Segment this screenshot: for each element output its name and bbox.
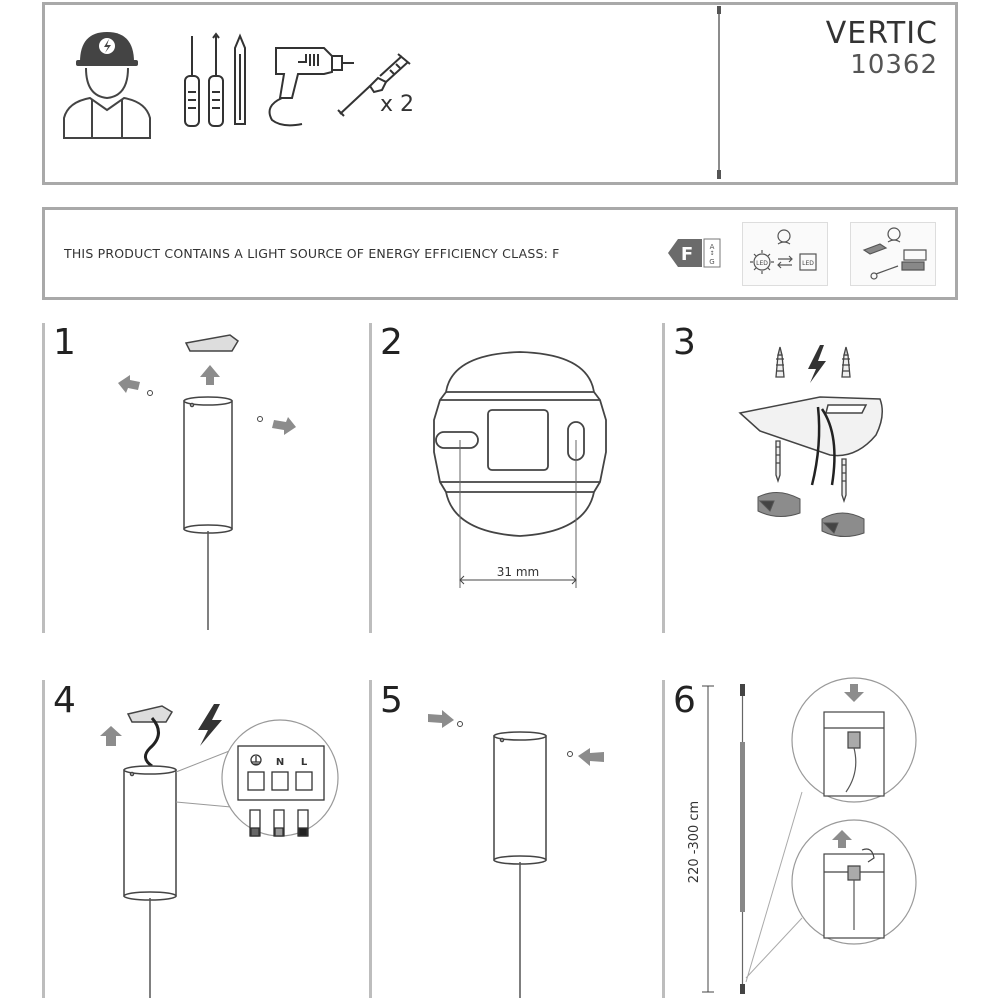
lightning-icon [198, 704, 222, 746]
pendant-body [184, 397, 232, 533]
arrow-right-icon [272, 417, 296, 435]
energy-scale-top: A [709, 243, 715, 251]
anchor-quantity: x 2 [380, 92, 415, 117]
step-2-illustration [400, 340, 640, 600]
step-5-number: 5 [380, 680, 403, 721]
step-5-illustration [420, 700, 620, 1000]
step-1-divider [42, 323, 45, 633]
product-name: VERTIC [825, 16, 938, 51]
terminal-neutral-label: N [275, 757, 285, 768]
svg-text:↕: ↕ [709, 250, 715, 257]
arrow-up-icon [100, 726, 122, 746]
energy-class-badge [666, 236, 724, 270]
arrow-right-icon [428, 710, 454, 728]
step-6-illustration [687, 682, 930, 998]
product-code: 10362 [850, 50, 938, 80]
arrow-left-icon [118, 375, 140, 393]
lightning-icon [808, 345, 826, 383]
svg-text:LED: LED [756, 260, 768, 267]
energy-class-letter: F [680, 244, 694, 265]
step-4-number: 4 [53, 680, 76, 721]
installer-icon [60, 26, 155, 141]
screw-icon [568, 752, 573, 757]
screw-icon [148, 391, 153, 396]
ceiling-bracket [186, 335, 238, 351]
pendant-body [494, 732, 546, 864]
pendant-body [124, 766, 176, 900]
screwdrivers-icon [180, 34, 255, 134]
led-replaceable-icon [742, 222, 828, 286]
energy-class-statement: THIS PRODUCT CONTAINS A LIGHT SOURCE OF ENERGY EFFICIENCY CLASS: F [64, 246, 560, 261]
center-plate [488, 410, 548, 470]
arrow-up-icon [200, 365, 220, 385]
left-slot [436, 432, 478, 448]
arrow-left-icon [578, 748, 604, 766]
energy-scale-bottom: G [709, 258, 715, 266]
dimension-label: 31 mm [496, 565, 540, 579]
screw-icon [458, 722, 463, 727]
step-2-divider [369, 323, 372, 633]
terminal-live-label: L [300, 757, 308, 768]
step-3-number: 3 [673, 322, 696, 363]
height-dimension-line [702, 686, 714, 992]
step-6-number: 6 [673, 680, 696, 721]
step-3-illustration [730, 335, 900, 545]
step-6-divider [662, 680, 665, 998]
product-silhouette-icon [712, 6, 726, 181]
step-2-number: 2 [380, 322, 403, 363]
rotate-arrow-icon [822, 513, 864, 537]
rotate-arrow-icon [758, 492, 800, 516]
step-1-illustration [100, 325, 320, 635]
driver-replaceable-icon [850, 222, 936, 286]
screw-icon [258, 417, 263, 422]
svg-text:LED: LED [802, 260, 814, 267]
step-4-illustration [90, 690, 370, 1000]
step-1-number: 1 [53, 322, 76, 363]
height-dimension-label: 220 -300 cm [687, 800, 702, 884]
step-3-divider [662, 323, 665, 633]
step-4-divider [42, 680, 45, 998]
